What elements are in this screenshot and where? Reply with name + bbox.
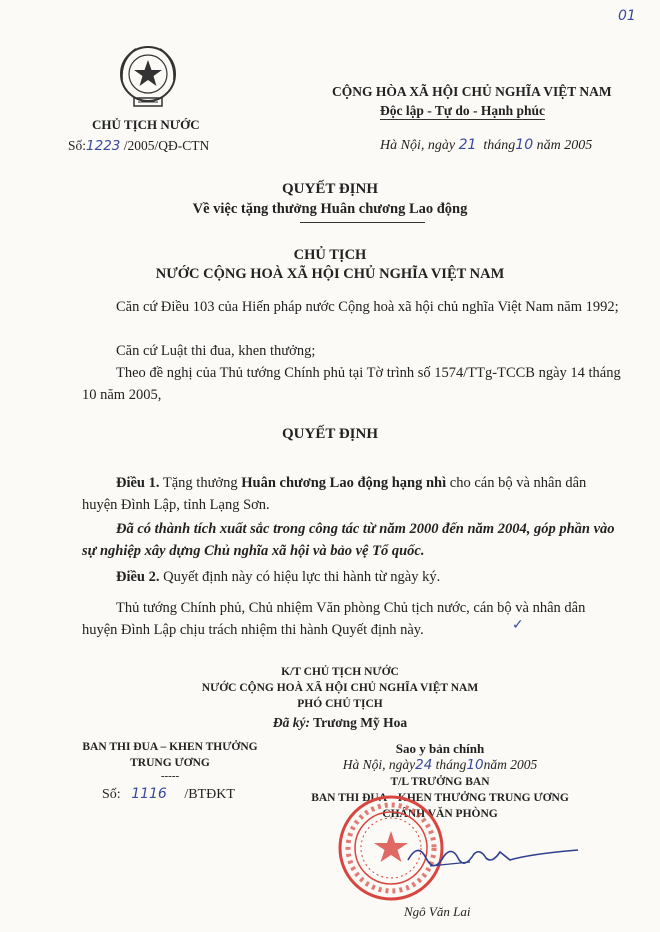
certified-copy-label: Sao y bản chính — [395, 741, 485, 756]
article-1-text-start: Tặng thưởng — [162, 475, 238, 491]
article-2-label: Điều 2. — [116, 569, 160, 585]
signature-line-1: K/T CHỦ TỊCH NƯỚC — [281, 666, 399, 678]
document-title: QUYẾT ĐỊNH — [282, 181, 378, 197]
date-month-label: tháng — [483, 138, 516, 153]
date-year: năm 2005 — [536, 138, 593, 153]
authority-country: NƯỚC CỘNG HOÀ XÃ HỘI CHỦ NGHĨA VIỆT NAM — [155, 266, 505, 282]
copy-role-1: T/L TRƯỞNG BAN — [390, 776, 490, 788]
copy-no-handwritten: 1116 — [131, 786, 167, 802]
article-1-label: Điều 1. — [116, 475, 160, 491]
preamble-constitution: Căn cứ Điều 103 của Hiến pháp nước Cộng hoà xã hội chủ nghĩa Việt Nam năm 1992; — [116, 299, 619, 315]
preamble-proposal: Theo đề nghị của Thủ tướng Chính phủ tại Tờ trình số 1574/TTg-TCCB ngày 14 tháng 10 năm 2005, — [82, 365, 621, 403]
initial-mark: ✓ — [512, 617, 524, 633]
date-day: 21 — [458, 137, 477, 153]
country-name: CỘNG HÒA XÃ HỘI CHỦ NGHĨA VIỆT NAM — [332, 84, 612, 99]
preamble-law: Căn cứ Luật thi đua, khen thưởng; — [116, 343, 316, 359]
copy-org-line-2: TRUNG ƯƠNG — [130, 757, 210, 769]
copy-no-suffix: /BTĐKT — [184, 787, 235, 802]
copy-no-prefix: Số: — [102, 787, 121, 802]
signed-by — [190, 715, 490, 731]
copy-date-prefix: Hà Nội, ngày — [342, 757, 416, 772]
doc-no-handwritten: 1223 — [86, 138, 121, 154]
execution-clause: Thủ tướng Chính phủ, Chủ nhiệm Văn phòng Chủ tịch nước, cán bộ và nhân dân huyện Đình Lập chịu trách nhiệm thi hành Quyết định này. — [82, 600, 586, 638]
article-1 — [82, 472, 622, 516]
award-name: Huân chương Lao động hạng nhì — [241, 475, 447, 491]
title-underline — [300, 222, 425, 223]
copy-role-3: CHÁNH VĂN PHÒNG — [382, 808, 498, 820]
copy-number — [102, 786, 235, 803]
signature-line-3: PHÓ CHỦ TỊCH — [297, 698, 383, 710]
national-emblem-icon — [112, 40, 184, 112]
issuer-label: CHỦ TỊCH NƯỚC — [92, 117, 200, 132]
page-number-mark: 01 — [618, 8, 636, 24]
copy-org-line-1: BAN THI ĐUA – KHEN THƯỞNG — [82, 741, 258, 753]
decision-heading: QUYẾT ĐỊNH — [282, 426, 378, 442]
copy-date — [320, 757, 560, 773]
copy-date-month: 10 — [466, 757, 484, 773]
doc-no-prefix: Số: — [68, 138, 87, 153]
achievement-statement: Đã có thành tích xuất sắc trong công tác từ năm 2000 đến năm 2004, góp phần vào sự nghiệp xây dựng Chủ nghĩa xã hội và bảo vệ Tổ quốc. — [82, 521, 615, 559]
copy-signer-name: Ngô Văn Lai — [404, 904, 471, 919]
doc-no-suffix: /2005/QĐ-CTN — [123, 138, 210, 153]
handwritten-signature-icon — [400, 838, 590, 874]
copy-org-divider: ----- — [160, 770, 180, 782]
document-subject: Về việc tặng thưởng Huân chương Lao động — [192, 201, 468, 217]
signer-name: Trương Mỹ Hoa — [313, 715, 408, 730]
national-motto: Độc lập - Tự do - Hạnh phúc — [380, 103, 546, 118]
copy-role-2: BAN THI ĐUA – KHEN THƯỞNG TRUNG ƯƠNG — [311, 792, 569, 804]
issue-date — [380, 137, 592, 154]
date-month: 10 — [515, 137, 534, 153]
copy-date-month-label: tháng — [435, 757, 467, 772]
article-2 — [82, 566, 622, 588]
signature-line-2: NƯỚC CỘNG HOÀ XÃ HỘI CHỦ NGHĨA VIỆT NAM — [201, 682, 479, 694]
document-number — [68, 138, 209, 154]
copy-date-year: năm 2005 — [483, 757, 538, 772]
article-1-text-end: cho cán bộ và nhân dân huyện Đình Lập, tỉnh Lạng Sơn. — [82, 475, 587, 513]
article-2-text: Quyết định này có hiệu lực thi hành từ ngày ký. — [163, 569, 441, 585]
authority-title: CHỦ TỊCH — [293, 247, 367, 263]
copy-date-day: 24 — [415, 757, 433, 773]
date-prefix: Hà Nội, ngày — [380, 138, 456, 153]
signed-label: Đã ký: — [272, 715, 310, 730]
